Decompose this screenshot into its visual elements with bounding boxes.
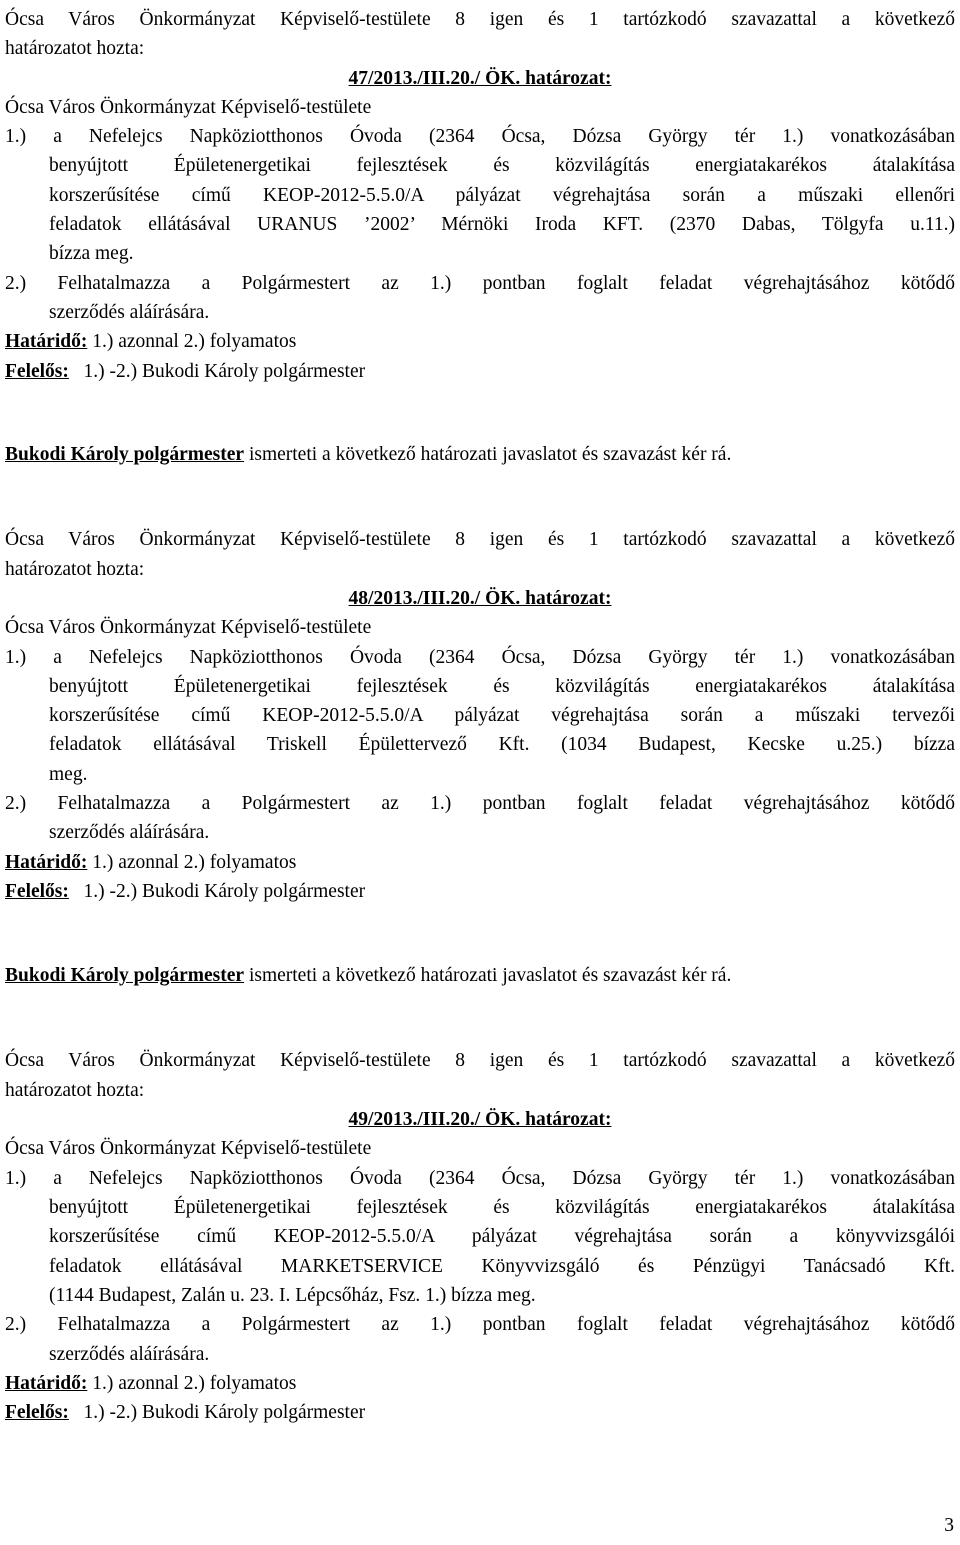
deadline-value: 1.) azonnal 2.) folyamatos <box>87 1373 297 1394</box>
item-1-text: feladatok ellátásával URANUS ’2002’ Mérnöki Iroda KFT. (2370 Dabas, Tölgyfa u.11.) <box>49 214 955 235</box>
body-name: Ócsa Város Önkormányzat Képviselő-testülete <box>5 1138 372 1159</box>
responsible <box>5 1399 955 1427</box>
item-2-text: szerződés aláírására. <box>49 1344 210 1365</box>
item-1-text: benyújtott Épületenergetikai fejlesztések és közvilágítás energiatakarékos átalakítása <box>49 1197 955 1218</box>
vote-statement-cont: határozatot hozta: <box>5 38 145 59</box>
item-1: 1.) a Nefelejcs Napköziotthonos Óvoda (2364 Ócsa, Dózsa György tér 1.) vonatkozásában <box>5 647 955 668</box>
body-name: Ócsa Város Önkormányzat Képviselő-testülete <box>5 97 372 118</box>
item-1-text: korszerűsítése című KEOP-2012-5.5.0/A pályázat végrehajtása során a műszaki tervezői <box>49 705 955 726</box>
proposal-intro <box>5 962 955 990</box>
deadline-value: 1.) azonnal 2.) folyamatos <box>87 852 297 873</box>
item-1-text: feladatok ellátásával Triskell Épülettervező Kft. (1034 Budapest, Kecske u.25.) bízza <box>49 734 955 755</box>
proposer-name: Bukodi Károly polgármester <box>5 444 245 465</box>
deadline-label: Határidő: <box>5 331 88 352</box>
responsible-value: 1.) -2.) Bukodi Károly polgármester <box>68 361 366 382</box>
vote-statement: Ócsa Város Önkormányzat Képviselő-testülete 8 igen és 1 tartózkodó szavazattal a következő <box>5 1050 955 1071</box>
item-1-text: korszerűsítése című KEOP-2012-5.5.0/A pályázat végrehajtása során a műszaki ellenőri <box>49 185 955 206</box>
proposal-text: ismerteti a következő határozati javaslatot és szavazást kér rá. <box>244 965 732 986</box>
deadline-label: Határidő: <box>5 1373 88 1394</box>
proposal-text: ismerteti a következő határozati javaslatot és szavazást kér rá. <box>244 444 732 465</box>
vote-statement-cont: határozatot hozta: <box>5 559 145 580</box>
proposer-name: Bukodi Károly polgármester <box>5 965 245 986</box>
item-1-text: (1144 Budapest, Zalán u. 23. I. Lépcsőház, Fsz. 1.) bízza meg. <box>49 1285 536 1306</box>
responsible-value: 1.) -2.) Bukodi Károly polgármester <box>68 881 366 902</box>
proposal-intro <box>5 441 955 469</box>
item-2: 2.) Felhatalmazza a Polgármestert az 1.) pontban foglalt feladat végrehajtásához kötődő <box>5 793 955 814</box>
item-2: 2.) Felhatalmazza a Polgármestert az 1.) pontban foglalt feladat végrehajtásához kötődő <box>5 1314 955 1335</box>
item-2-text: szerződés aláírására. <box>49 302 210 323</box>
responsible-label: Felelős: <box>5 1402 69 1423</box>
responsible <box>5 878 955 906</box>
item-1-text: benyújtott Épületenergetikai fejlesztések és közvilágítás energiatakarékos átalakítása <box>49 155 955 176</box>
item-1-text: bízza meg. <box>49 243 134 264</box>
item-1-text: feladatok ellátásával MARKETSERVICE Könyvvizsgáló és Pénzügyi Tanácsadó Kft. <box>49 1256 955 1277</box>
responsible-label: Felelős: <box>5 881 69 902</box>
body-name: Ócsa Város Önkormányzat Képviselő-testülete <box>5 617 372 638</box>
item-1-text: benyújtott Épületenergetikai fejlesztések és közvilágítás energiatakarékos átalakítása <box>49 676 955 697</box>
deadline-value: 1.) azonnal 2.) folyamatos <box>87 331 297 352</box>
vote-statement: Ócsa Város Önkormányzat Képviselő-testülete 8 igen és 1 tartózkodó szavazattal a következő <box>5 529 955 550</box>
deadline <box>5 328 955 356</box>
resolution-number: 48/2013./III.20./ ÖK. határozat: <box>348 588 612 609</box>
responsible-value: 1.) -2.) Bukodi Károly polgármester <box>68 1402 366 1423</box>
item-2-text: szerződés aláírására. <box>49 822 210 843</box>
item-1: 1.) a Nefelejcs Napköziotthonos Óvoda (2364 Ócsa, Dózsa György tér 1.) vonatkozásában <box>5 1168 955 1189</box>
page-number: 3 <box>944 1515 954 1536</box>
resolution-number: 49/2013./III.20./ ÖK. határozat: <box>348 1109 612 1130</box>
responsible-label: Felelős: <box>5 361 69 382</box>
resolution-number: 47/2013./III.20./ ÖK. határozat: <box>348 68 612 89</box>
item-1: 1.) a Nefelejcs Napköziotthonos Óvoda (2364 Ócsa, Dózsa György tér 1.) vonatkozásában <box>5 126 955 147</box>
deadline <box>5 1370 955 1398</box>
deadline-label: Határidő: <box>5 852 88 873</box>
vote-statement: Ócsa Város Önkormányzat Képviselő-testülete 8 igen és 1 tartózkodó szavazattal a következő <box>5 9 955 30</box>
deadline <box>5 849 955 877</box>
responsible <box>5 358 955 386</box>
item-1-text: meg. <box>49 764 88 785</box>
vote-statement-cont: határozatot hozta: <box>5 1080 145 1101</box>
item-1-text: korszerűsítése című KEOP-2012-5.5.0/A pályázat végrehajtása során a könyvvizsgálói <box>49 1226 955 1247</box>
item-2: 2.) Felhatalmazza a Polgármestert az 1.) pontban foglalt feladat végrehajtásához kötődő <box>5 273 955 294</box>
